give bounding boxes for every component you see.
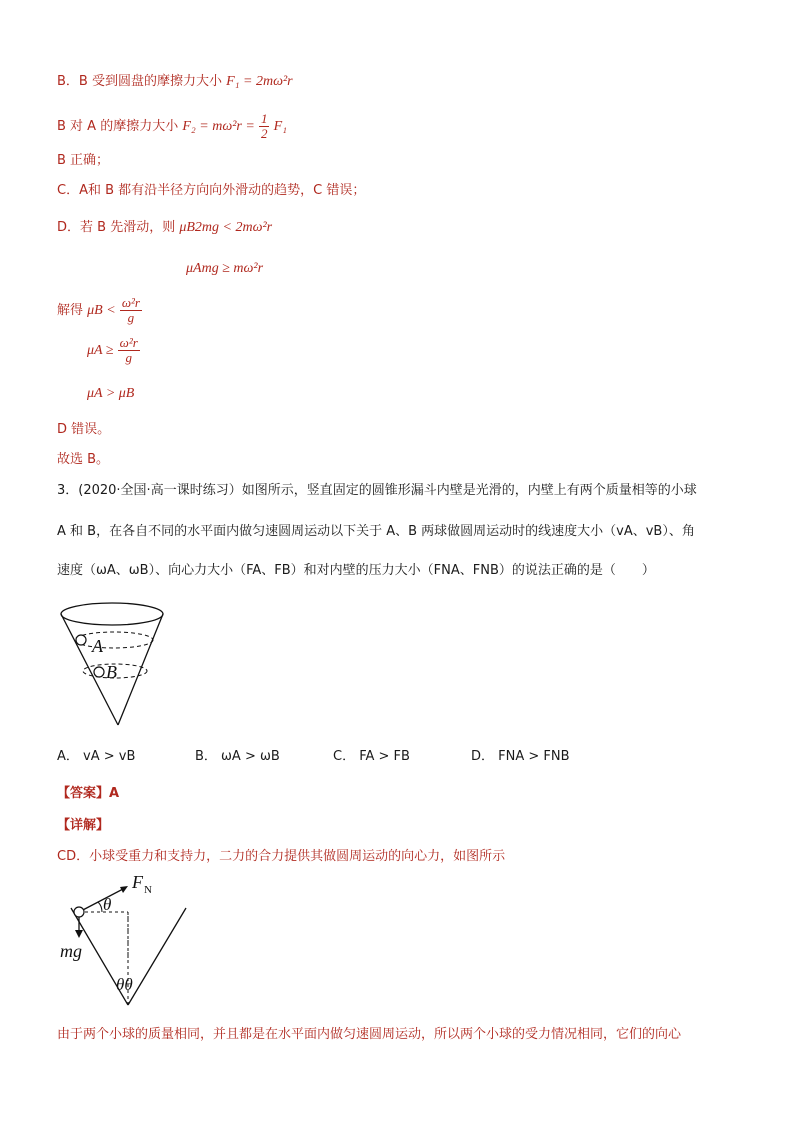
fraction-num: 1 [260,111,268,126]
solve-line-3: μA > μB [87,386,135,401]
question-3-line-3: 速度（ωA、ωB）、向心力大小（FA、FB）和对内壁的压力大小（FNA、FNB）的说法正确的是（ ） [57,563,655,578]
formula-f1: F₁ = 2mω²r [226,74,293,89]
label-b: B [106,662,117,682]
option-d[interactable]: D． FNA > FNB [471,749,570,764]
fraction-den: g [127,310,135,325]
option-b-intro: B．B 受到圆盘的摩擦力大小 [57,74,222,89]
solve-line-2 [87,336,140,365]
label-mg: mg [60,941,82,961]
solve-label: 解得 [57,303,84,318]
label-theta-pair: θθ [116,975,133,994]
option-a[interactable]: A． vA > vB [57,749,136,764]
option-d-line [57,219,272,237]
detail-cd-line: CD．小球受重力和支持力，二力的合力提供其做圆周运动的向心力，如图所示 [57,849,506,864]
cone-right-wall [128,908,186,1005]
question-3-line-2: A 和 B，在各自不同的水平面内做匀速圆周运动以下关于 A、B 两球做圆周运动时的线速度大小（vA、vB）、角 [57,524,695,539]
formula-f2-tail: F₁ [273,119,288,134]
orbit-a [75,632,153,648]
option-c[interactable]: C． FA > FB [333,749,410,764]
solve1-lhs: μB < [87,303,116,318]
label-fn-sub: N [144,884,152,896]
theta-arc [98,902,102,912]
b-to-a-text: B 对 A 的摩擦力大小 [57,119,179,134]
fraction-num: ω²r [119,335,138,350]
cone-funnel-figure [52,600,172,730]
fraction-den: 2 [260,126,268,141]
inequality-2: μAmg ≥ mω²r [186,261,264,276]
cone-rim [61,603,163,625]
solve2-lhs: μA ≥ [87,343,114,358]
fraction-den: g [125,350,132,365]
fraction-num: ω²r [121,295,140,310]
ball-b [94,667,104,677]
formula-f2-lhs: F₂ = mω²r = [182,119,255,134]
label-theta: θ [103,895,112,914]
option-b[interactable]: B． ωA > ωB [195,749,280,764]
b-correct-line: B 正确； [57,153,110,168]
ball [74,907,84,917]
choose-line: 故选 B。 [57,452,110,467]
answer-value: A [109,786,120,801]
cone-right-side [118,614,163,725]
question-3-line-1: 3．(2020·全国·高一课时练习）如图所示，竖直固定的圆锥形漏斗内壁是光滑的，内壁上有两个质量相等的小球 [57,483,697,498]
option-d-text: D．若 B 先滑动，则 [57,220,176,235]
answer-tag: 【答案】 [57,786,110,801]
inequality-1: μB2mg < 2mω²r [179,220,273,235]
label-a: A [92,636,103,656]
normal-force-vector [79,889,123,912]
gravity-arrowhead [75,930,83,938]
answer-line [57,785,119,803]
ball-a [76,635,86,645]
fraction-omega-r-g-2 [118,336,140,365]
fraction-omega-r-g-1 [120,296,142,325]
option-b-friction-line [57,73,293,91]
option-c-line: C．A和 B 都有沿半径方向向外滑动的趋势，C 错误； [57,183,366,198]
detail-tag: 【详解】 [57,818,110,833]
force-diagram-figure [58,875,198,1010]
fraction-one-half [259,112,270,141]
solve-line-1 [57,296,142,325]
detail-last-line: 由于两个小球的质量相同，并且都是在水平面内做匀速圆周运动，所以两个小球的受力情况相同，它们的向心 [57,1027,682,1042]
label-fn: F [132,875,143,892]
d-wrong-line: D 错误。 [57,422,111,437]
b-to-a-friction-line [57,112,287,141]
